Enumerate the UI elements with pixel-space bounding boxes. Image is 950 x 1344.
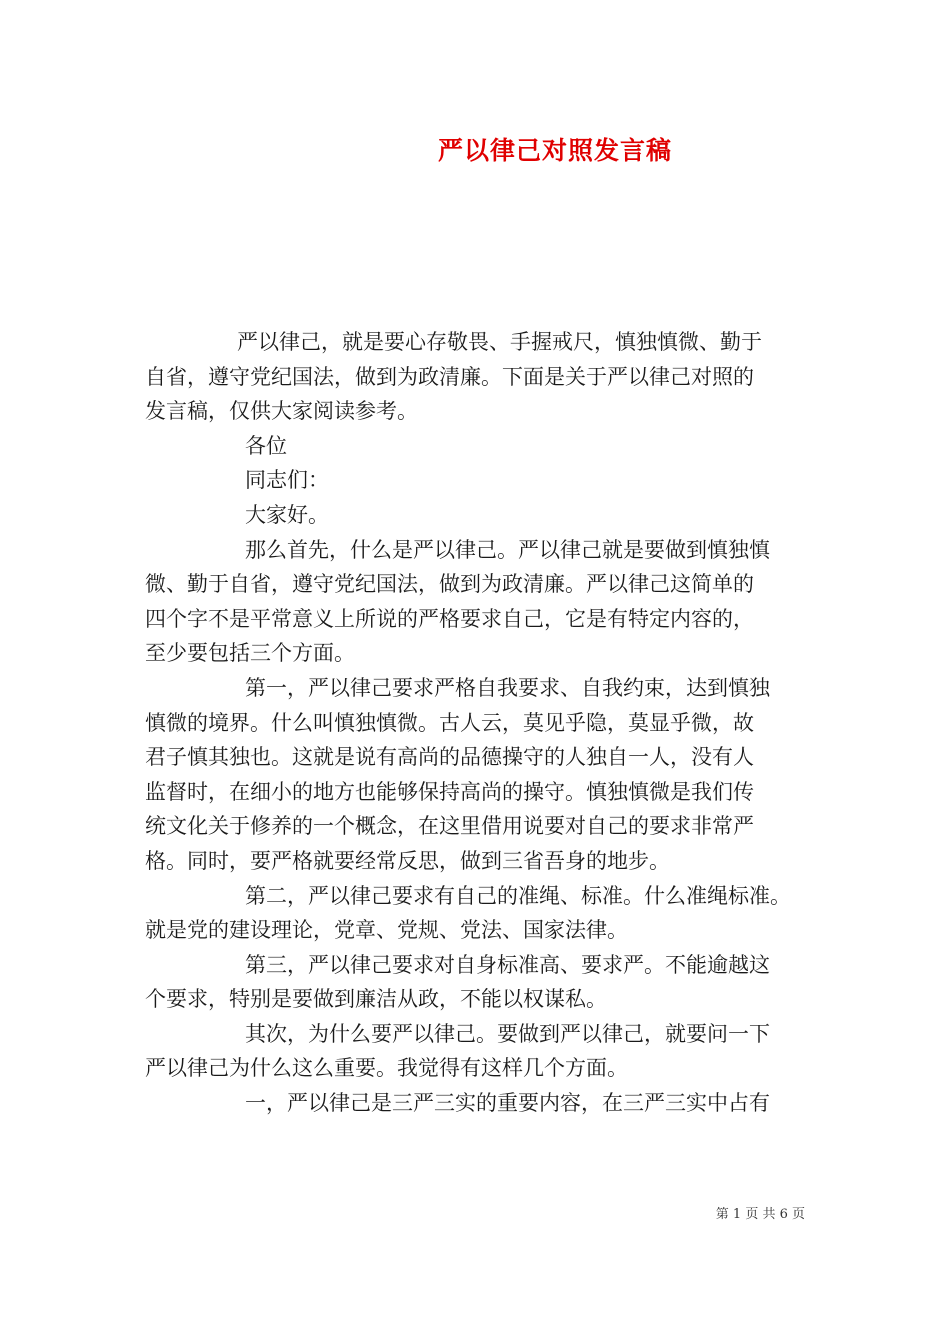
paragraph-line: 大家好。	[245, 502, 329, 527]
paragraph-line: 第三，严以律己要求对自身标准高、要求严。不能逾越这	[245, 952, 770, 977]
paragraph	[145, 879, 817, 948]
document-title: 严以律己对照发言稿	[437, 136, 672, 165]
paragraph-line: 君子慎其独也。这就是说有高尚的品德操守的人独自一人，没有人	[145, 745, 754, 770]
paragraph	[145, 463, 817, 498]
paragraph-line: 格。同时，要严格就要经常反思，做到三省吾身的地步。	[145, 848, 670, 873]
paragraph-line: 至少要包括三个方面。	[145, 641, 355, 666]
paragraph	[145, 429, 817, 464]
paragraph	[145, 533, 817, 671]
paragraph-line: 严以律己，就是要心存敬畏、手握戒尺，慎独慎微、勤于	[237, 330, 762, 354]
paragraph	[145, 671, 817, 879]
paragraph-line: 个要求，特别是要做到廉洁从政，不能以权谋私。	[145, 987, 607, 1012]
paragraph-line: 统文化关于修养的一个概念，在这里借用说要对自己的要求非常严	[145, 814, 754, 839]
paragraph	[145, 325, 817, 429]
paragraph-line: 同志们：	[245, 468, 329, 493]
paragraph-line: 其次，为什么要严以律己。要做到严以律己，就要问一下	[245, 1021, 770, 1046]
paragraph-line: 自省，遵守党纪国法，做到为政清廉。下面是关于严以律己对照的	[145, 364, 754, 389]
paragraph-line: 监督时，在细小的地方也能够保持高尚的操守。慎独慎微是我们传	[145, 779, 754, 804]
paragraph-line: 第二，严以律己要求有自己的准绳、标准。什么准绳标准。	[245, 883, 791, 908]
paragraph	[145, 948, 817, 1017]
paragraph-line: 各位	[245, 433, 287, 458]
paragraph-line: 第一，严以律己要求严格自我要求、自我约束，达到慎独	[245, 675, 770, 700]
paragraph-line: 严以律己为什么这么重要。我觉得有这样几个方面。	[145, 1056, 628, 1081]
page-number: 第 1 页 共 6 页	[715, 1207, 805, 1222]
paragraph	[145, 1086, 817, 1121]
paragraph	[145, 498, 817, 533]
document-body	[145, 325, 817, 1121]
paragraph	[145, 1017, 817, 1086]
paragraph-line: 微、勤于自省，遵守党纪国法，做到为政清廉。严以律己这简单的	[145, 572, 754, 597]
paragraph-line: 发言稿，仅供大家阅读参考。	[145, 399, 418, 424]
paragraph-line: 那么首先，什么是严以律己。严以律己就是要做到慎独慎	[245, 537, 770, 562]
paragraph-line: 四个字不是平常意义上所说的严格要求自己，它是有特定内容的，	[145, 606, 754, 631]
paragraph-line: 就是党的建设理论，党章、党规、党法、国家法律。	[145, 918, 628, 943]
paragraph-line: 一，严以律己是三严三实的重要内容，在三严三实中占有	[245, 1091, 770, 1116]
paragraph-line: 慎微的境界。什么叫慎独慎微。古人云，莫见乎隐，莫显乎微，故	[145, 710, 754, 735]
